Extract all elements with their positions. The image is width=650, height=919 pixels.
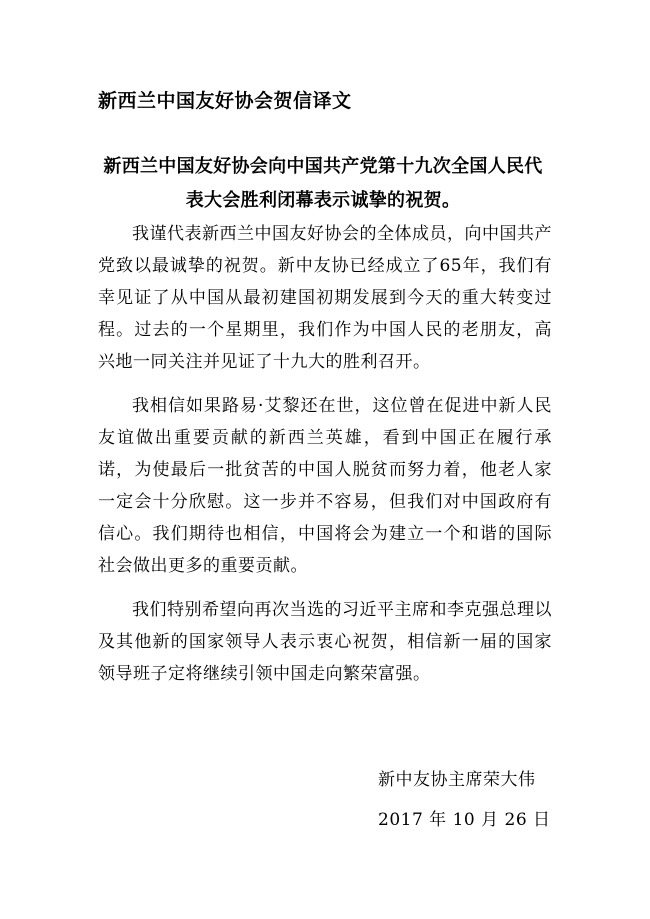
- document-title: 新西兰中国友好协会贺信译文: [98, 90, 352, 112]
- paragraph-3: 我们特别希望向再次当选的习近平主席和李克强总理以及其他新的国家领导人表示衷心祝贺，相信新一届的国家领导班子定将继续引领中国走向繁荣富强。: [98, 600, 552, 684]
- signature-block: [378, 760, 551, 840]
- paragraph-1: 我谨代表新西兰中国友好协会的全体成员，向中国共产党致以最诚挚的祝贺。新中友协已经成立了65年，我们有幸见证了从中国从最初建国初期发展到今天的重大转变过程。过去的一个星期里，我们作为中国人民的老朋友，高兴地一同关注并见证了十九大的胜利召开。: [98, 224, 552, 372]
- signature-date: 2017 年 10 月 26 日: [378, 810, 551, 830]
- letter-body: [98, 218, 552, 702]
- letter-heading: 新西兰中国友好协会向中国共产党第十九次全国人民代表大会胜利闭幕表示诚挚的祝贺。: [103, 156, 543, 211]
- paragraph-2: 我相信如果路易·艾黎还在世，这位曾在促进中新人民友谊做出重要贡献的新西兰英雄，看到中国正在履行承诺，为使最后一批贫苦的中国人脱贫而努力着，他老人家一定会十分欣慰。这一步并不容易，但我们对中国政府有信心。我们期待也相信，中国将会为建立一个和谐的国际社会做出更多的重要贡献。: [98, 396, 552, 576]
- signer-name: 新中友协主席荣大伟: [378, 770, 536, 790]
